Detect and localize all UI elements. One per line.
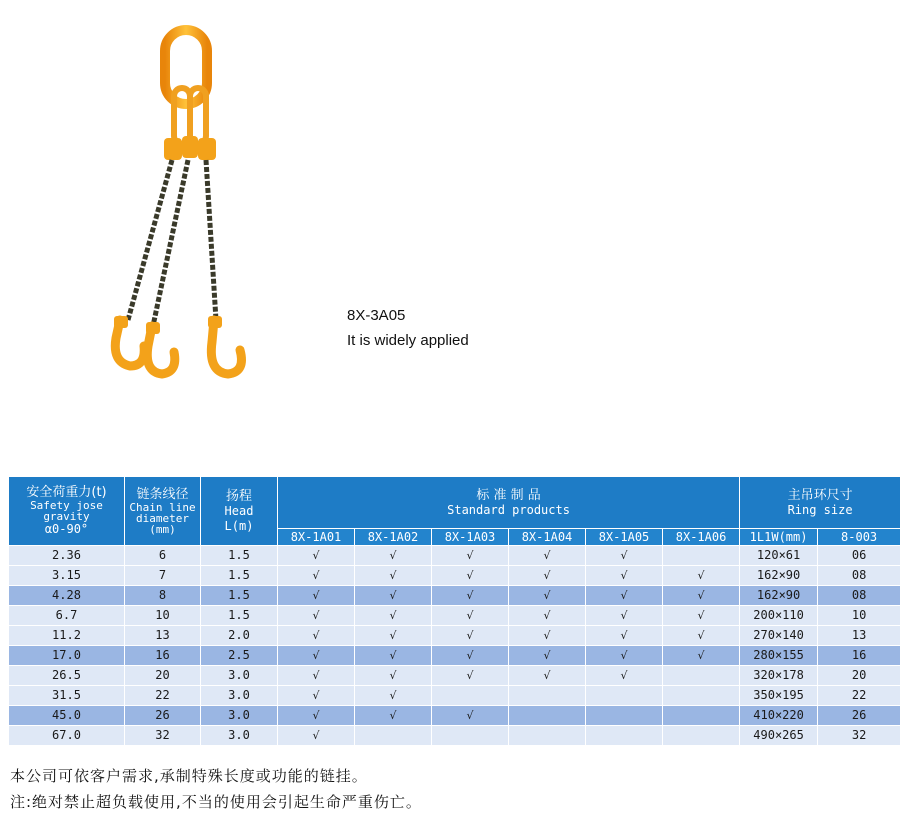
check-cell	[663, 546, 740, 566]
check-icon: √	[466, 669, 474, 682]
header-std-cn: 标 准 制 品	[476, 487, 541, 503]
check-icon: √	[543, 609, 551, 622]
ring-size-cell: 162×90	[740, 586, 818, 606]
header-head	[201, 477, 278, 546]
check-icon: √	[543, 589, 551, 602]
table-row	[9, 606, 900, 626]
check-cell	[509, 686, 586, 706]
chain-cell: 32	[125, 726, 201, 746]
check-icon: √	[389, 669, 397, 682]
chain-cell: 20	[125, 666, 201, 686]
check-icon: √	[620, 609, 628, 622]
check-icon: √	[312, 689, 320, 702]
check-icon: √	[312, 729, 320, 742]
table-row	[9, 546, 900, 566]
load-cell: 45.0	[9, 706, 125, 726]
ring-size-cell: 200×110	[740, 606, 818, 626]
ring-code-cell: 20	[818, 666, 900, 686]
chain-sling-image	[90, 20, 280, 390]
check-cell	[586, 666, 663, 686]
check-icon: √	[620, 589, 628, 602]
spec-table-body	[9, 546, 900, 746]
check-cell	[355, 646, 432, 666]
header-load-en: Safety jose gravity	[30, 499, 103, 523]
check-icon: √	[697, 649, 705, 662]
check-icon: √	[620, 569, 628, 582]
check-cell	[278, 566, 355, 586]
check-cell	[355, 706, 432, 726]
check-cell	[278, 646, 355, 666]
check-icon: √	[697, 589, 705, 602]
check-icon: √	[312, 609, 320, 622]
ring-size-cell: 162×90	[740, 566, 818, 586]
check-cell	[355, 626, 432, 646]
check-cell	[586, 686, 663, 706]
check-cell	[663, 606, 740, 626]
ring-code-cell: 22	[818, 686, 900, 706]
ring-size-cell: 350×195	[740, 686, 818, 706]
table-row	[9, 646, 900, 666]
check-icon: √	[466, 569, 474, 582]
check-cell	[586, 706, 663, 726]
table-row	[9, 666, 900, 686]
head-cell: 1.5	[201, 566, 278, 586]
check-cell	[355, 606, 432, 626]
chain-cell: 13	[125, 626, 201, 646]
check-cell	[355, 586, 432, 606]
load-cell: 67.0	[9, 726, 125, 746]
header-chain-cn: 链条线径	[136, 487, 189, 502]
check-cell	[278, 546, 355, 566]
check-icon: √	[312, 629, 320, 642]
head-cell: 1.5	[201, 586, 278, 606]
check-icon: √	[389, 629, 397, 642]
check-icon: √	[620, 629, 628, 642]
header-code-6: 8X-1A06	[663, 529, 740, 546]
header-ring-code: 8-003	[818, 529, 900, 546]
check-cell	[663, 706, 740, 726]
head-cell: 3.0	[201, 726, 278, 746]
check-cell	[509, 646, 586, 666]
ring-code-cell: 26	[818, 706, 900, 726]
load-cell: 11.2	[9, 626, 125, 646]
chain-cell: 7	[125, 566, 201, 586]
header-chain-en2: diameter	[136, 512, 189, 525]
check-icon: √	[620, 649, 628, 662]
check-cell	[509, 606, 586, 626]
chain-cell: 26	[125, 706, 201, 726]
head-cell: 2.0	[201, 626, 278, 646]
ring-size-cell: 280×155	[740, 646, 818, 666]
check-cell	[586, 606, 663, 626]
check-cell	[586, 546, 663, 566]
check-icon: √	[389, 549, 397, 562]
head-cell: 3.0	[201, 666, 278, 686]
check-cell	[663, 626, 740, 646]
check-icon: √	[312, 589, 320, 602]
check-cell	[663, 666, 740, 686]
ring-code-cell: 13	[818, 626, 900, 646]
load-cell: 2.36	[9, 546, 125, 566]
check-cell	[432, 586, 509, 606]
header-chain	[125, 477, 201, 546]
check-cell	[586, 626, 663, 646]
chain-cell: 8	[125, 586, 201, 606]
check-icon: √	[543, 669, 551, 682]
check-icon: √	[389, 589, 397, 602]
check-icon: √	[543, 569, 551, 582]
header-head-cn: 扬程	[225, 488, 252, 504]
check-icon: √	[389, 689, 397, 702]
check-cell	[509, 586, 586, 606]
header-head-en: Head	[224, 503, 254, 518]
check-cell	[278, 666, 355, 686]
table-row	[9, 586, 900, 606]
head-cell: 3.0	[201, 686, 278, 706]
ring-size-cell: 490×265	[740, 726, 818, 746]
check-icon: √	[312, 549, 320, 562]
check-icon: √	[466, 649, 474, 662]
chain-cell: 10	[125, 606, 201, 626]
check-cell	[432, 646, 509, 666]
ring-size-cell: 270×140	[740, 626, 818, 646]
load-cell: 3.15	[9, 566, 125, 586]
load-cell: 6.7	[9, 606, 125, 626]
header-code-1: 8X-1A01	[278, 529, 355, 546]
check-cell	[509, 726, 586, 746]
check-cell	[355, 686, 432, 706]
check-cell	[355, 566, 432, 586]
header-head-unit: L(m)	[224, 518, 254, 533]
header-chain-en1: Chain line	[129, 501, 196, 514]
check-icon: √	[312, 569, 320, 582]
check-icon: √	[312, 669, 320, 682]
check-icon: √	[389, 609, 397, 622]
load-cell: 26.5	[9, 666, 125, 686]
header-code-2: 8X-1A02	[355, 529, 432, 546]
note-custom-order: 本公司可依客户需求,承制特殊长度或功能的链挂。	[10, 767, 368, 785]
table-row	[9, 726, 900, 746]
table-row	[9, 626, 900, 646]
header-standard-products	[278, 477, 740, 529]
head-cell: 1.5	[201, 546, 278, 566]
check-cell	[355, 666, 432, 686]
check-cell	[586, 646, 663, 666]
check-cell	[432, 706, 509, 726]
header-code-3: 8X-1A03	[432, 529, 509, 546]
header-ring-size	[740, 477, 900, 529]
check-icon: √	[543, 629, 551, 642]
check-cell	[663, 586, 740, 606]
load-cell: 31.5	[9, 686, 125, 706]
check-icon: √	[466, 589, 474, 602]
check-icon: √	[543, 549, 551, 562]
header-load-cn: 安全荷重力(t)	[26, 485, 107, 500]
check-cell	[586, 726, 663, 746]
load-cell: 17.0	[9, 646, 125, 666]
head-cell: 3.0	[201, 706, 278, 726]
check-cell	[278, 626, 355, 646]
header-code-4: 8X-1A04	[509, 529, 586, 546]
note-warning: 注:绝对禁止超负载使用,不当的使用会引起生命严重伤亡。	[10, 793, 422, 811]
ring-code-cell: 08	[818, 586, 900, 606]
check-cell	[432, 726, 509, 746]
check-icon: √	[620, 549, 628, 562]
head-cell: 1.5	[201, 606, 278, 626]
ring-code-cell: 32	[818, 726, 900, 746]
check-cell	[663, 726, 740, 746]
check-icon: √	[543, 649, 551, 662]
check-icon: √	[466, 549, 474, 562]
check-icon: √	[697, 629, 705, 642]
check-cell	[432, 666, 509, 686]
header-ring-en: Ring size	[787, 502, 853, 517]
ring-size-cell: 320×178	[740, 666, 818, 686]
check-icon: √	[697, 609, 705, 622]
table-row	[9, 706, 900, 726]
check-icon: √	[466, 629, 474, 642]
check-cell	[278, 706, 355, 726]
check-icon: √	[466, 709, 474, 722]
check-cell	[509, 566, 586, 586]
check-cell	[663, 686, 740, 706]
check-icon: √	[389, 569, 397, 582]
ring-size-cell: 120×61	[740, 546, 818, 566]
check-cell	[509, 626, 586, 646]
check-icon: √	[620, 669, 628, 682]
check-cell	[278, 606, 355, 626]
check-icon: √	[389, 649, 397, 662]
ring-code-cell: 08	[818, 566, 900, 586]
header-ring-cn: 主吊环尺寸	[787, 487, 853, 503]
chain-cell: 6	[125, 546, 201, 566]
header-angle: α0-90°	[44, 522, 89, 536]
check-cell	[509, 546, 586, 566]
check-cell	[432, 686, 509, 706]
product-caption	[347, 303, 469, 353]
check-icon: √	[697, 569, 705, 582]
check-cell	[278, 686, 355, 706]
header-std-en: Standard products	[447, 502, 570, 517]
spec-table	[8, 476, 900, 746]
check-icon: √	[312, 649, 320, 662]
check-cell	[432, 546, 509, 566]
check-cell	[355, 726, 432, 746]
check-cell	[432, 566, 509, 586]
check-icon: √	[389, 709, 397, 722]
check-cell	[432, 626, 509, 646]
check-icon: √	[466, 609, 474, 622]
check-cell	[663, 646, 740, 666]
check-cell	[663, 566, 740, 586]
product-description: It is widely applied	[347, 332, 469, 349]
table-row	[9, 566, 900, 586]
chain-cell: 22	[125, 686, 201, 706]
head-cell: 2.5	[201, 646, 278, 666]
check-cell	[509, 666, 586, 686]
check-cell	[432, 606, 509, 626]
header-code-5: 8X-1A05	[586, 529, 663, 546]
chain-cell: 16	[125, 646, 201, 666]
ring-code-cell: 16	[818, 646, 900, 666]
check-cell	[586, 566, 663, 586]
check-cell	[509, 706, 586, 726]
ring-code-cell: 10	[818, 606, 900, 626]
check-cell	[278, 586, 355, 606]
ring-code-cell: 06	[818, 546, 900, 566]
check-icon: √	[312, 709, 320, 722]
header-chain-unit: (mm)	[149, 523, 176, 536]
load-cell: 4.28	[9, 586, 125, 606]
table-row	[9, 686, 900, 706]
check-cell	[355, 546, 432, 566]
ring-size-cell: 410×220	[740, 706, 818, 726]
check-cell	[278, 726, 355, 746]
product-model: 8X-3A05	[347, 307, 406, 324]
header-ring-dim: 1L1W(mm)	[740, 529, 818, 546]
check-cell	[586, 586, 663, 606]
header-load	[9, 477, 125, 546]
